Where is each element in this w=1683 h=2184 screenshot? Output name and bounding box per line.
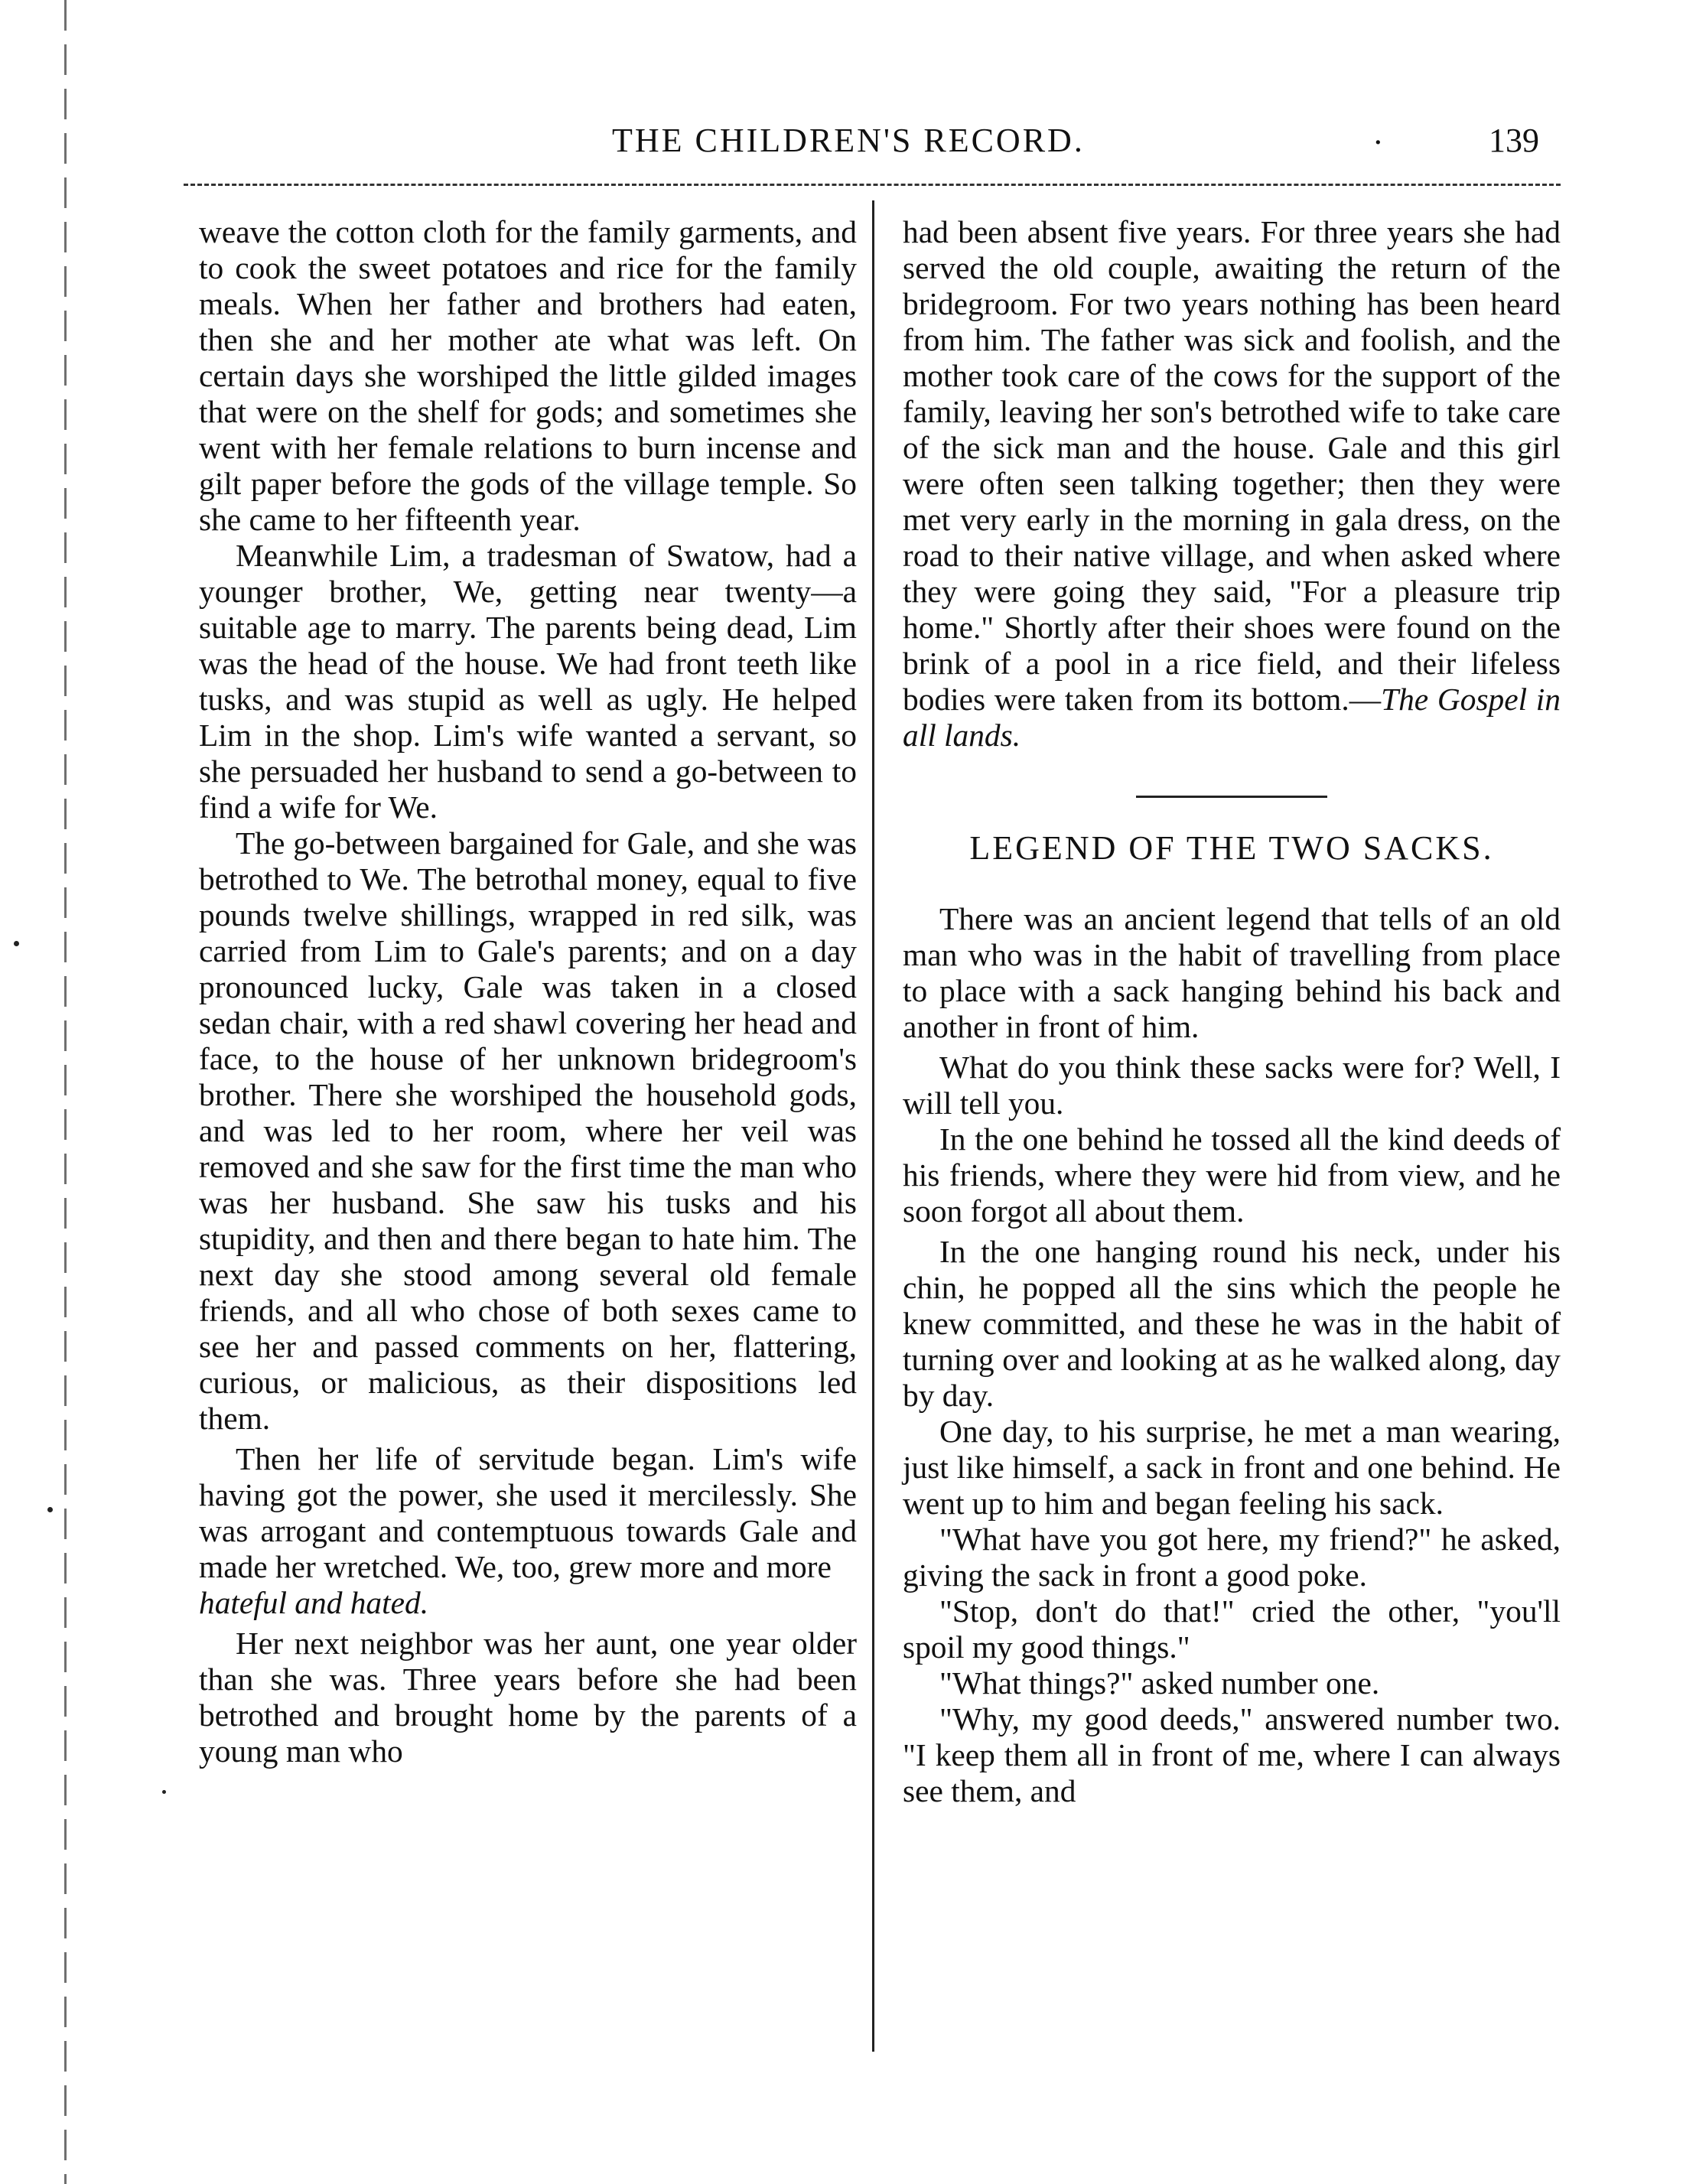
paragraph: "Why, my good deeds," answered number two. "I keep them all in front of me, where I can always see them, and [903,1701,1561,1808]
header-rule [184,184,1561,186]
column-divider [872,200,874,2052]
paragraph-italic-end [199,1585,857,1621]
paragraph: weave the cotton cloth for the family garments, and to cook the sweet potatoes and rice for the family meals. When her father and brothers had eaten, then she and her mother ate what was left. On certain days she worshiped the little gilded images that were on the shelf for gods; and sometimes she went with her female relations to burn incense and gilt paper before the gods of the village temple. So she came to her fifteenth year. [199,214,857,537]
section-divider [1136,796,1327,798]
scan-speck [14,941,19,946]
italic-phrase: hateful and hated. [199,1585,429,1620]
scan-binding-edge [64,0,67,2184]
paragraph: In the one hanging round his neck, under his chin, he popped all the sins which the people he knew committed, and these he was in the habit of turning over and looking at as he walked along, day by day. [903,1234,1561,1413]
running-header-title: THE CHILDREN'S RECORD. [612,122,1085,159]
paragraph: In the one behind he tossed all the kind deeds of his friends, where they were hid from view, and he soon forgot all about them. [903,1121,1561,1229]
page-number: 139 [1489,122,1539,159]
paragraph: "What have you got here, my friend?" he asked, giving the sack in front a good poke. [903,1522,1561,1593]
paragraph: Meanwhile Lim, a tradesman of Swatow, had a younger brother, We, getting near twenty—a suitable age to marry. The parents being dead, Lim was the head of the house. We had front teeth like tusks, and was stupid as well as ugly. He helped Lim in the shop. Lim's wife wanted a servant, so she persuaded her husband to send a go-between to find a wife for We. [199,538,857,825]
source-citation: The Gospel in all lands. [903,682,1561,753]
right-column [903,214,1561,1809]
paragraph: "What things?" asked number one. [939,1665,1380,1701]
header-dot: · [1373,125,1383,161]
paragraph: What do you think these sacks were for? Well, I will tell you. [903,1050,1561,1121]
paragraph: The go-between bargained for Gale, and she was betrothed to We. The betrothal money, equal to five pounds twelve shillings, wrapped in red silk, was carried from Lim to Gale's parents; and on a day pronounced lucky, Gale was taken in a closed sedan chair, with a red shawl covering her head and face, to the house of her unknown bridegroom's brother. There she worshiped the household gods, and was led to her room, where her veil was removed and she saw for the first time the man who was her husband. She saw his tusks and his stupidity, and then and there began to hate him. The next day she stood among several old female friends, and all who chose of both sexes came to see her and passed comments on her, flattering, curious, or malicious, as their dispositions led them. [199,825,857,1436]
scan-speck [162,1790,166,1794]
paragraph: One day, to his surprise, he met a man wearing, just like himself, a sack in front and one behind. He went up to him and began feeling his sack. [903,1414,1561,1521]
paragraph: Her next neighbor was her aunt, one year older than she was. Three years before she had been betrothed and brought home by the parents of a young man who [199,1626,857,1769]
continuation-text: had been absent five years. For three years she had served the old couple, awaiting the return of the bridegroom. For two years nothing has been heard from him. The father was sick and foolish, and the mother took care of the cows for the support of the family, leaving her son's betrothed wife to take care of the sick man and the house. Gale and this girl were often seen talking together; then they were met very early in the morning in gala dress, on the road to their native village, and when asked where they were going they said, "For a pleasure trip home." Shortly after their shoes were found on the brink of a pool in a rice field, and their lifeless bodies were taken from its bottom.— [903,214,1561,717]
section-title: LEGEND OF THE TWO SACKS. [969,829,1494,867]
paragraph: Then her life of servitude began. Lim's wife having got the power, she used it mercilessly. She was arrogant and contemptuous towards Gale and made her wretched. We, too, grew more and more [199,1441,857,1584]
left-column [199,214,857,1769]
paragraph: "Stop, don't do that!" cried the other, "you'll spoil my good things." [903,1593,1561,1665]
paragraph: There was an ancient legend that tells of an old man who was in the habit of travelling from place to place with a sack hanging behind his back and another in front of him. [903,901,1561,1044]
scan-speck [47,1507,53,1512]
paragraph-continued [903,214,1561,753]
